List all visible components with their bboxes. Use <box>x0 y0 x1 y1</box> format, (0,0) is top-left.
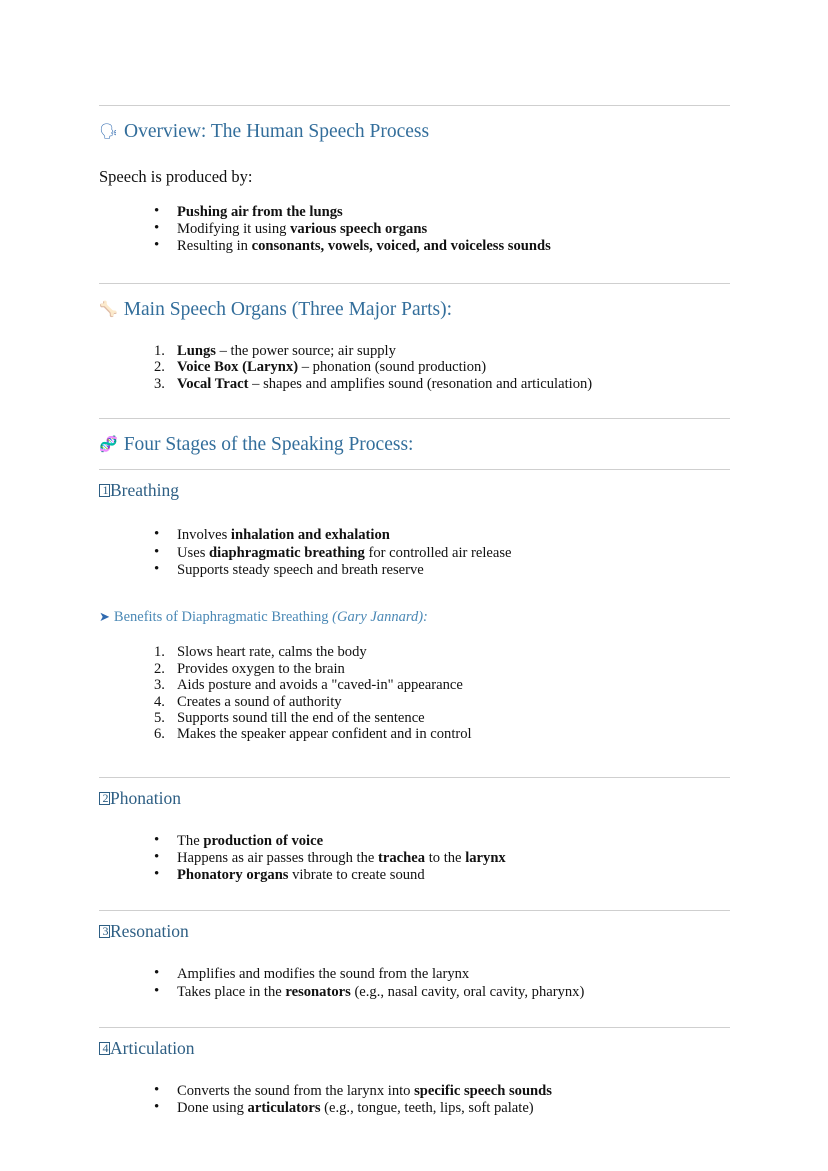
item-text: Creates a sound of authority <box>177 693 342 710</box>
item-bold: Vocal Tract <box>177 375 249 392</box>
item-text: Aids posture and avoids a "caved-in" appearance <box>177 677 463 694</box>
list-item <box>154 867 730 884</box>
bullet-tail: for controlled air release <box>364 544 512 561</box>
item-text: Makes the speaker appear confident and in control <box>177 726 472 743</box>
triangle-right-icon: ➤ <box>99 610 110 625</box>
overview-intro: Speech is produced by: <box>99 167 253 187</box>
list-item <box>154 1100 730 1117</box>
list-item <box>154 661 730 677</box>
dna-icon: 🧬 <box>99 435 118 454</box>
list-item <box>154 376 730 392</box>
item-rest: – the power source; air supply <box>215 342 396 359</box>
heading-stage-breathing <box>99 470 730 501</box>
keycap-4-icon: 4 <box>99 1042 110 1055</box>
bullet-lead: Done using <box>177 1100 248 1117</box>
bullet-lead: Supports steady speech and breath reserve <box>177 561 424 578</box>
bullet-lead: Converts the sound from the larynx into <box>177 1082 415 1099</box>
benefits-attribution: (Gary Jannard): <box>332 609 428 625</box>
list-item <box>154 562 730 579</box>
list-item <box>154 343 730 359</box>
overview-bullet-list <box>99 204 730 256</box>
bullet-bold: resonators <box>285 983 351 1000</box>
list-item <box>154 644 730 660</box>
top-spacer <box>99 0 730 105</box>
item-rest: – phonation (sound production) <box>298 359 487 376</box>
item-rest: – shapes and amplifies sound (resonation and articulation) <box>248 375 593 392</box>
heading-stage-phonation-label: Phonation <box>110 787 181 808</box>
document-content <box>99 0 730 1117</box>
breathing-bullet-list <box>99 527 730 579</box>
heading-stage-resonation-label: Resonation <box>110 921 189 942</box>
bullet-bold: diaphragmatic breathing <box>209 544 365 561</box>
bullet-bold: production of voice <box>203 832 324 849</box>
item-bold: Lungs <box>177 342 216 359</box>
heading-benefits <box>99 609 730 626</box>
bullet-lead: Involves <box>177 527 231 544</box>
heading-organs-label: Main Speech Organs (Three Major Parts): <box>123 299 453 321</box>
item-bold: Voice Box (Larynx) <box>177 359 299 376</box>
bullet-bold: inhalation and exhalation <box>230 527 390 544</box>
bullet-tail: (e.g., tongue, teeth, lips, soft palate) <box>320 1100 534 1117</box>
bullet-bold: consonants, vowels, voiced, and voiceless sounds <box>251 238 551 255</box>
item-text: Supports sound till the end of the sentence <box>177 710 425 727</box>
bullet-bold-2: larynx <box>465 850 506 867</box>
heading-stage-articulation <box>99 1028 730 1059</box>
bullet-lead: The <box>177 832 204 849</box>
heading-stage-phonation <box>99 778 730 809</box>
bone-icon: 🦴 <box>99 300 118 319</box>
resonation-bullet-list <box>99 966 730 1000</box>
bullet-lead: Modifying it using <box>177 221 291 238</box>
phonation-bullet-list <box>99 833 730 885</box>
heading-stages-label: Four Stages of the Speaking Process: <box>123 434 414 456</box>
list-item <box>154 221 730 238</box>
articulation-bullet-list <box>99 1083 730 1117</box>
list-item <box>154 984 730 1001</box>
keycap-2-icon: 2 <box>99 792 110 805</box>
organs-list <box>99 343 730 392</box>
list-item <box>154 710 730 726</box>
list-item <box>154 850 730 867</box>
heading-stage-articulation-label: Articulation <box>110 1037 195 1058</box>
bullet-lead: Amplifies and modifies the sound from the larynx <box>177 966 470 983</box>
list-item <box>154 359 730 375</box>
item-text: Provides oxygen to the brain <box>177 660 345 677</box>
bullet-bold: trachea <box>378 850 426 867</box>
heading-stage-resonation <box>99 911 730 942</box>
bullet-tail: (e.g., nasal cavity, oral cavity, pharynx) <box>350 983 585 1000</box>
bullet-lead: Takes place in the <box>177 983 286 1000</box>
item-text: Slows heart rate, calms the body <box>177 644 367 661</box>
heading-overview-label: Overview: The Human Speech Process <box>124 121 430 142</box>
bullet-bold: various speech organs <box>290 221 428 238</box>
list-item <box>154 545 730 562</box>
list-item <box>154 677 730 693</box>
bullet-bold: articulators <box>247 1100 321 1117</box>
speaking-head-icon: 🗣 <box>99 122 119 140</box>
list-item <box>154 966 730 983</box>
heading-benefits-label: Benefits of Diaphragmatic Breathing <box>113 609 333 625</box>
list-item <box>154 527 730 544</box>
bullet-lead: Uses <box>177 544 210 561</box>
heading-stage-breathing-label: Breathing <box>110 480 180 501</box>
keycap-3-icon: 3 <box>99 925 110 938</box>
list-item <box>154 833 730 850</box>
bullet-tail: to the <box>425 850 466 867</box>
list-item <box>154 726 730 742</box>
bullet-lead: Happens as air passes through the <box>177 850 379 867</box>
heading-stages <box>99 419 730 457</box>
list-item <box>154 238 730 255</box>
bullet-tail: vibrate to create sound <box>288 867 425 884</box>
heading-organs <box>99 284 730 322</box>
bullet-bold: Pushing air from the lungs <box>177 203 343 220</box>
bullet-lead: Resulting in <box>177 238 252 255</box>
bullet-bold: Phonatory organs <box>177 867 289 884</box>
list-item <box>154 204 730 221</box>
list-item <box>154 694 730 710</box>
keycap-1-icon: 1 <box>99 484 110 497</box>
bullet-bold: specific speech sounds <box>414 1082 552 1099</box>
benefits-list <box>99 644 730 742</box>
heading-overview <box>99 106 730 144</box>
list-item <box>154 1083 730 1100</box>
